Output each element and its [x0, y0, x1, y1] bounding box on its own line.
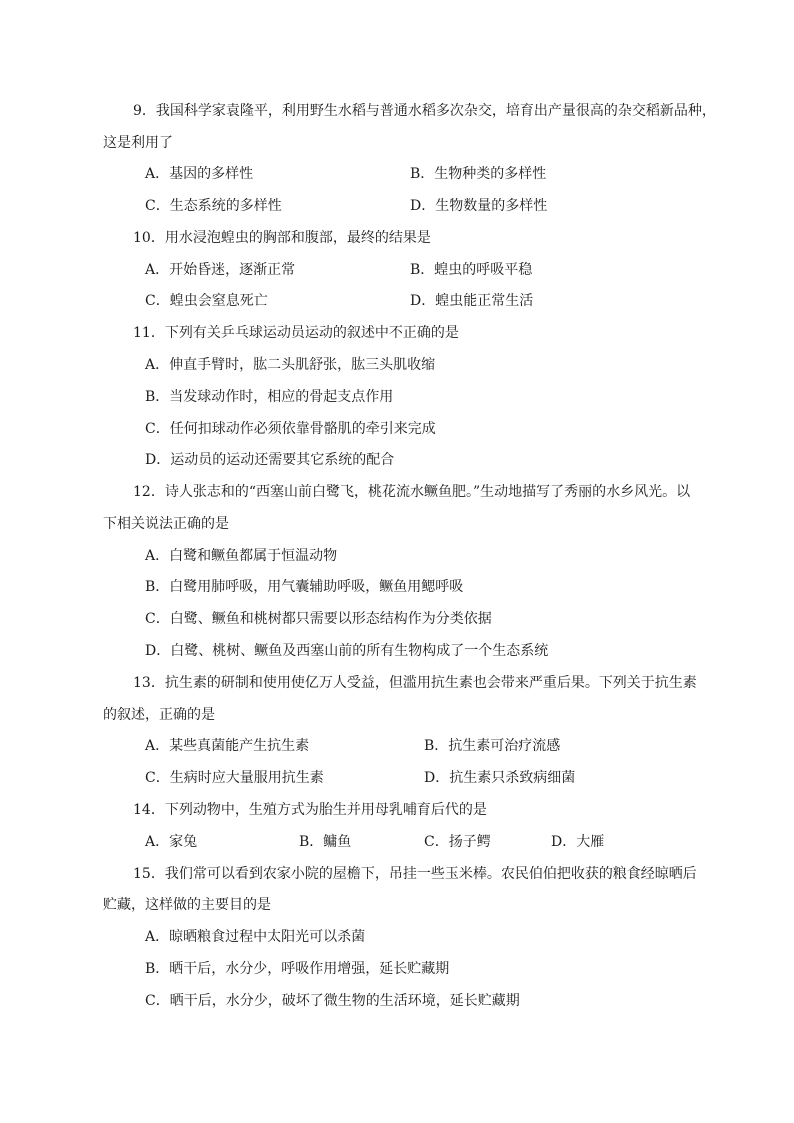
q14-stem: 14．下列动物中，生殖方式为胎生并用母乳哺育后代的是	[133, 802, 487, 818]
q13-option-b: B．抗生素可治疗流感	[424, 738, 561, 754]
q15-stem-line1: 15．我们常可以看到农家小院的屋檐下，吊挂一些玉米棒。农民伯伯把收获的粮食经晾晒后	[133, 866, 697, 882]
q14-option-b: B．鳙鱼	[299, 834, 352, 850]
q9-option-b: B．生物种类的多样性	[410, 166, 547, 182]
q14-option-c: C．扬子鳄	[424, 834, 491, 850]
q10-option-c: C．蝗虫会窒息死亡	[145, 293, 268, 309]
q15-option-c: C．晒干后，水分少，破坏了微生物的生活环境，延长贮藏期	[145, 993, 520, 1009]
q15-option-a: A．晾晒粮食过程中太阳光可以杀菌	[145, 929, 366, 945]
q13-option-c: C．生病时应大量服用抗生素	[145, 770, 324, 786]
q10-option-b: B．蝗虫的呼吸平稳	[410, 262, 533, 278]
q9-stem-line1: 9．我国科学家袁隆平，利用野生水稻与普通水稻多次杂交，培育出产量很高的杂交稻新品种，	[133, 103, 716, 119]
q13-stem-line1: 13．抗生素的研制和使用使亿万人受益，但滥用抗生素也会带来严重后果。下列关于抗生素	[133, 675, 697, 691]
q11-option-d: D．运动员的运动还需要其它系统的配合	[145, 452, 395, 468]
q12-stem-line2: 下相关说法正确的是	[103, 516, 229, 532]
q15-stem-line2: 贮藏，这样做的主要目的是	[103, 897, 271, 913]
q12-option-c: C．白鹭、鳜鱼和桃树都只需要以形态结构作为分类依据	[145, 611, 492, 627]
q11-option-a: A．伸直手臂时，肱二头肌舒张，肱三头肌收缩	[145, 357, 436, 373]
q14-option-a: A．家兔	[145, 834, 198, 850]
q9-option-d: D．生物数量的多样性	[410, 198, 548, 214]
q10-stem: 10．用水浸泡蝗虫的胸部和腹部，最终的结果是	[133, 230, 431, 246]
q12-option-d: D．白鹭、桃树、鳜鱼及西塞山前的所有生物构成了一个生态系统	[145, 643, 549, 659]
q15-option-b: B．晒干后，水分少，呼吸作用增强，延长贮藏期	[145, 961, 450, 977]
q9-option-a: A．基因的多样性	[145, 166, 254, 182]
q10-option-d: D．蝗虫能正常生活	[410, 293, 534, 309]
q13-option-d: D．抗生素只杀致病细菌	[424, 770, 576, 786]
q9-stem-line2: 这是利用了	[103, 135, 173, 151]
q11-option-c: C．任何扣球动作必须依靠骨骼肌的牵引来完成	[145, 421, 436, 437]
q10-option-a: A．开始昏迷，逐渐正常	[145, 262, 296, 278]
q11-option-b: B．当发球动作时，相应的骨起支点作用	[145, 389, 394, 405]
q9-option-c: C．生态系统的多样性	[145, 198, 282, 214]
q14-option-d: D．大雁	[551, 834, 605, 850]
q13-option-a: A．某些真菌能产生抗生素	[145, 738, 310, 754]
q13-stem-line2: 的叙述，正确的是	[103, 707, 215, 723]
q12-stem-line1: 12．诗人张志和的“西塞山前白鹭飞，桃花流水鳜鱼肥。”生动地描写了秀丽的水乡风光。以	[133, 484, 691, 500]
q12-option-b: B．白鹭用肺呼吸，用气囊辅助呼吸，鳜鱼用鳃呼吸	[145, 579, 464, 595]
q12-option-a: A．白鹭和鳜鱼都属于恒温动物	[145, 548, 338, 564]
q11-stem: 11．下列有关乒乓球运动员运动的叙述中不正确的是	[133, 325, 459, 341]
